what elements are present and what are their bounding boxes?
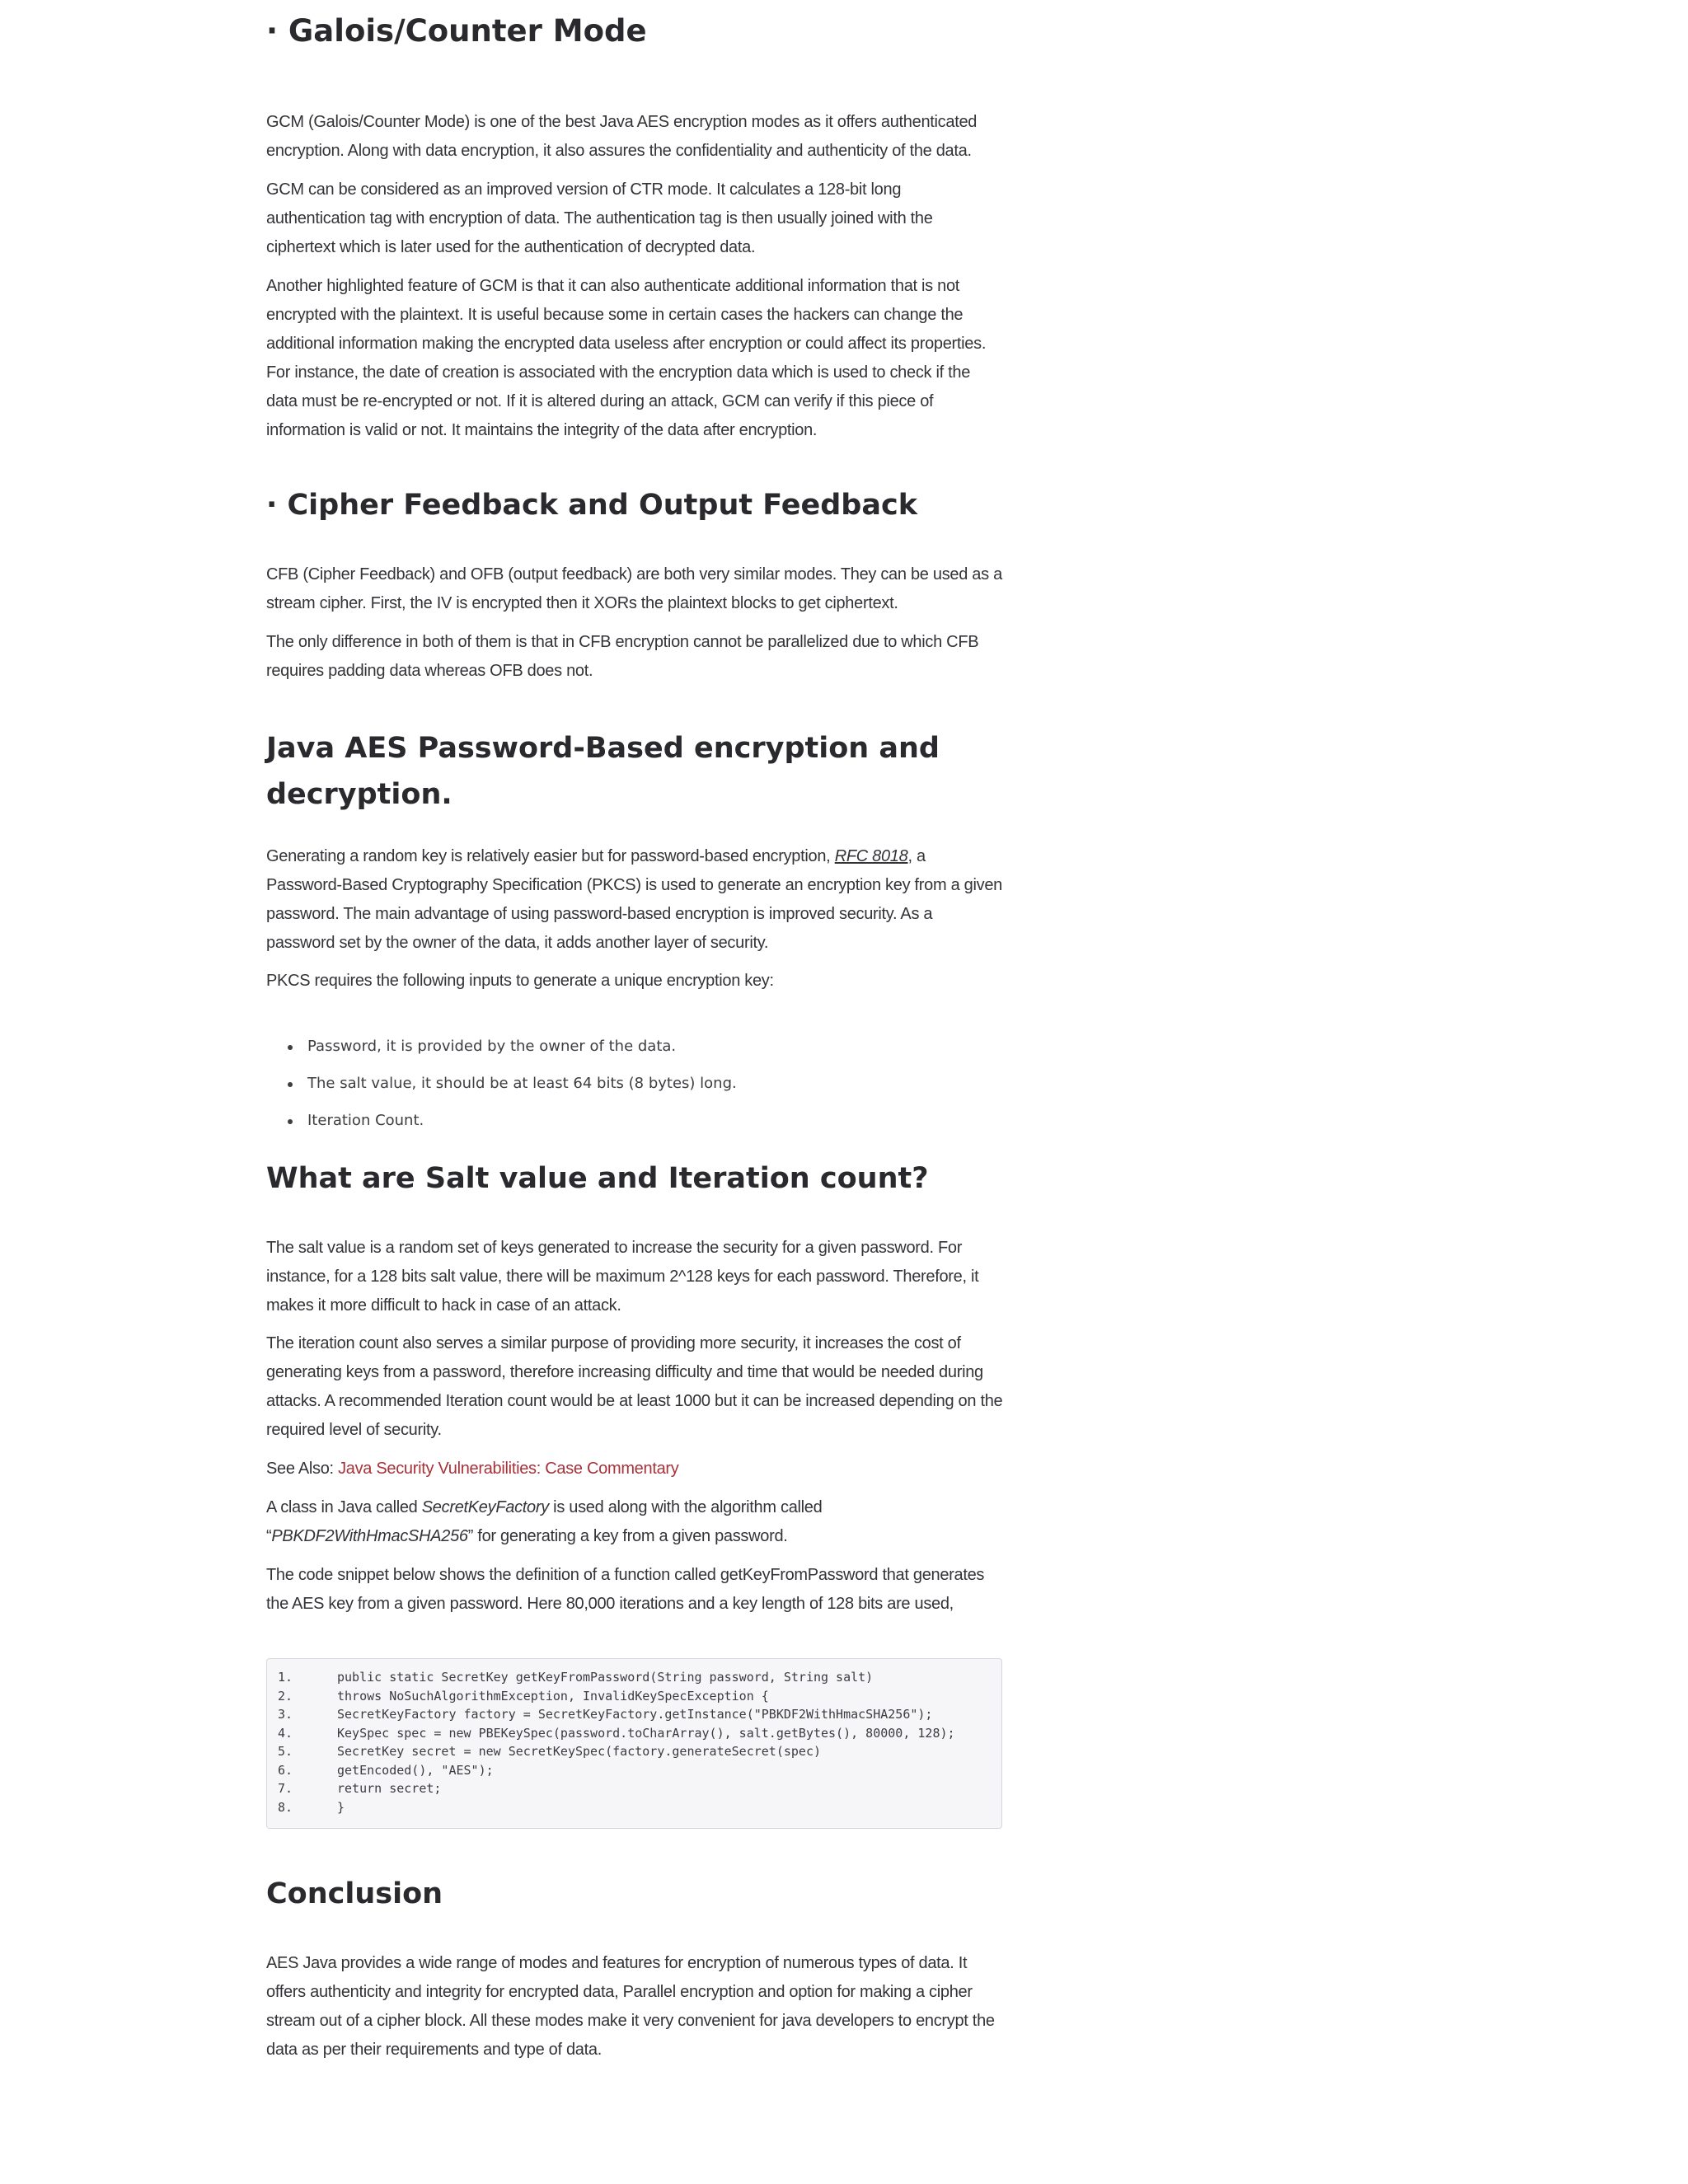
list-item: Password, it is provided by the owner of the data. xyxy=(307,1030,1004,1067)
gcm-paragraph-3: Another highlighted feature of GCM is that it can also authenticate additional information that is not encrypted with the plaintext. It is useful because some in certain cases the hackers can change the additional information making the encrypted data useless after encryption or could affect its properties. For instance, the date of creation is associated with the encryption data which is used to check if the data must be re-encrypted or not. If it is altered during an attack, GCM can verify if this piece of information is valid or not. It maintains the integrity of the data after encryption. xyxy=(266,277,987,439)
rfc-8018-link[interactable]: RFC 8018 xyxy=(834,847,908,865)
pbe-paragraph-1: Generating a random key is relatively easier but for password-based encryption, RFC 8018, a Password-Based Cryptography Specification (PKCS) is used to generate an encryption key from a given password. The main advantage of using password-based encryption is improved security. As a password set by the owner of the data, it adds another layer of security. xyxy=(266,847,1002,952)
pbe-heading-line-2: decryption. xyxy=(266,778,452,811)
pbe-heading xyxy=(266,725,1004,818)
code-snippet[interactable] xyxy=(266,1658,1002,1829)
code-line: 6. getEncoded(), "AES"); xyxy=(278,1762,494,1778)
cfb-paragraph-1: CFB (Cipher Feedback) and OFB (output feedback) are both very similar modes. They can be used as a stream cipher. First, the IV is encrypted then it XORs the plaintext blocks to get ciphertext. xyxy=(266,565,1002,612)
pbkdf2-text: PBKDF2WithHmacSHA256 xyxy=(271,1527,468,1545)
code-line: 4. KeySpec spec = new PBEKeySpec(password.toCharArray(), salt.getBytes(), 80000, 128); xyxy=(278,1725,955,1741)
list-item: Iteration Count. xyxy=(307,1104,1004,1141)
cfb-heading: · Cipher Feedback and Output Feedback xyxy=(266,489,917,522)
pkcs-inputs-list xyxy=(266,1030,1004,1141)
pbe-heading-line-1: Java AES Password-Based encryption and xyxy=(266,732,940,765)
code-line: 7. return secret; xyxy=(278,1781,442,1796)
salt-paragraph-2: The iteration count also serves a similar purpose of providing more security, it increases the cost of generating keys from a password, therefore increasing difficulty and time that would be needed during attacks. A recommended Iteration count would be at least 1000 but it can be increased depending on the required level of security. xyxy=(266,1334,1003,1439)
list-item: The salt value, it should be at least 64 bits (8 bytes) long. xyxy=(307,1067,1004,1104)
gcm-paragraph-2: GCM can be considered as an improved version of CTR mode. It calculates a 128-bit long authentication tag with encryption of data. The authentication tag is then usually joined with the ciphertext which is later used for the authentication of decrypted data. xyxy=(266,180,933,256)
see-also-link[interactable]: Java Security Vulnerabilities: Case Commentary xyxy=(338,1460,679,1478)
code-line: 2. throws NoSuchAlgorithmException, InvalidKeySpecException { xyxy=(278,1688,769,1704)
code-line: 3. SecretKeyFactory factory = SecretKeyFactory.getInstance("PBKDF2WithHmacSHA256"); xyxy=(278,1707,933,1722)
salt-paragraph-3: A class in Java called SecretKeyFactory is used along with the algorithm called “PBKDF2WithHmacSHA256” for generating a key from a given password. xyxy=(266,1498,823,1545)
code-line: 5. SecretKey secret = new SecretKeySpec(factory.generateSecret(spec) xyxy=(278,1744,821,1759)
salt-paragraph-4: The code snippet below shows the definition of a function called getKeyFromPassword that generates the AES key from a given password. Here 80,000 iterations and a key length of 128 bits are used, xyxy=(266,1566,985,1613)
salt-paragraph-1: The salt value is a random set of keys generated to increase the security for a given password. For instance, for a 128 bits salt value, there will be maximum 2^128 keys for each password. Therefore, it makes it more difficult to hack in case of an attack. xyxy=(266,1239,979,1315)
gcm-paragraph-1: GCM (Galois/Counter Mode) is one of the best Java AES encryption modes as it offers authenticated encryption. Along with data encryption, it also assures the confidentiality and authenticity of the data. xyxy=(266,113,978,160)
conclusion-paragraph: AES Java provides a wide range of modes and features for encryption of numerous types of data. It offers authenticity and integrity for encrypted data, Parallel encryption and option for making a cipher stream out of a cipher block. All these modes make it very convenient for java developers to encrypt the data as per their requirements and type of data. xyxy=(266,1954,995,2059)
gcm-heading: · Galois/Counter Mode xyxy=(266,13,647,49)
salt-heading: What are Salt value and Iteration count? xyxy=(266,1162,929,1195)
see-also: See Also: Java Security Vulnerabilities: Case Commentary xyxy=(266,1460,679,1478)
code-line: 8. } xyxy=(278,1799,345,1815)
code-line: 1. public static SecretKey getKeyFromPassword(String password, String salt) xyxy=(278,1670,874,1685)
secretkeyfactory-text: SecretKeyFactory xyxy=(421,1498,549,1516)
cfb-paragraph-2: The only difference in both of them is that in CFB encryption cannot be parallelized due to which CFB requires padding data whereas OFB does not. xyxy=(266,633,979,680)
conclusion-heading: Conclusion xyxy=(266,1877,443,1910)
pbe-paragraph-2: PKCS requires the following inputs to generate a unique encryption key: xyxy=(266,972,774,990)
